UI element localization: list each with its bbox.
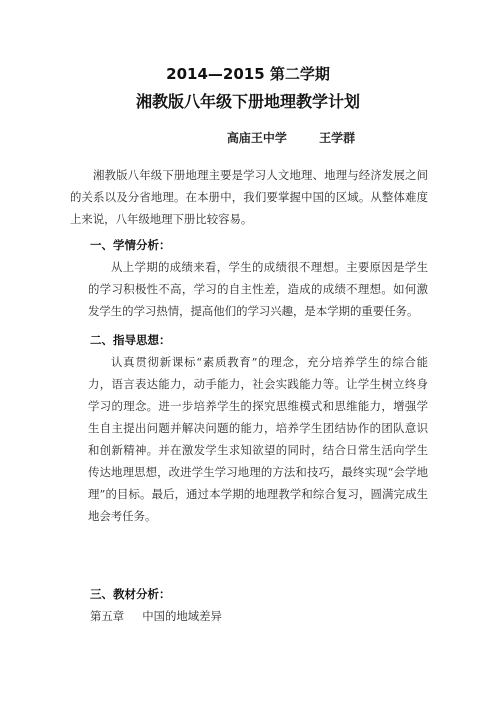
- author-line: [0, 129, 496, 147]
- chapter-number: 第五章: [90, 609, 125, 623]
- school-name: 高庙王中学: [226, 131, 287, 145]
- chapter-title: 中国的地域差异: [142, 609, 222, 623]
- section-heading-textbook-analysis: 三、教材分析：: [90, 587, 171, 601]
- teacher-name: 王学群: [319, 131, 356, 145]
- section-heading-guiding-ideology: 二、指导思想：: [90, 333, 171, 347]
- chapter-line: [90, 607, 222, 625]
- section-body-student-analysis: 从上学期的成绩来看，学生的成绩很不理想。主要原因是学生的学习积极性不高，学习的自主性差，造成的成绩不理想。如何激发学生的学习热情，提高他们的学习兴趣，是本学期的重要任务。: [88, 260, 428, 318]
- document-title-term: 2014—2015 第二学期: [166, 65, 330, 83]
- section-heading-student-analysis: 一、学情分析：: [90, 238, 171, 252]
- intro-paragraph: 湘教版八年级下册地理主要是学习人文地理、地理与经济发展之间的关系以及分省地理。在本册中，我们要掌握中国的区域。从整体难度上来说，八年级地理下册比较容易。: [70, 168, 428, 226]
- document-title-plan: 湘教版八年级下册地理教学计划: [135, 92, 360, 111]
- section-body-guiding-ideology: 认真贯彻新课标“素质教育”的理念，充分培养学生的综合能力，语言表达能力，动手能力，社会实践能力等。让学生树立终身学习的理念。进一步培养学生的探究思维模式和思维能力，增强学生自主提出问题并解决问题的能力，培养学生团结协作的团队意识和创新精神。并在激发学生求知欲望的同时，结合日常生活向学生传达地理思想，改进学生学习地理的方法和技巧，最终实现“会学地理”的目标。最后，通过本学期的地理教学和综合复习，圆满完成生地会考任务。: [88, 355, 428, 523]
